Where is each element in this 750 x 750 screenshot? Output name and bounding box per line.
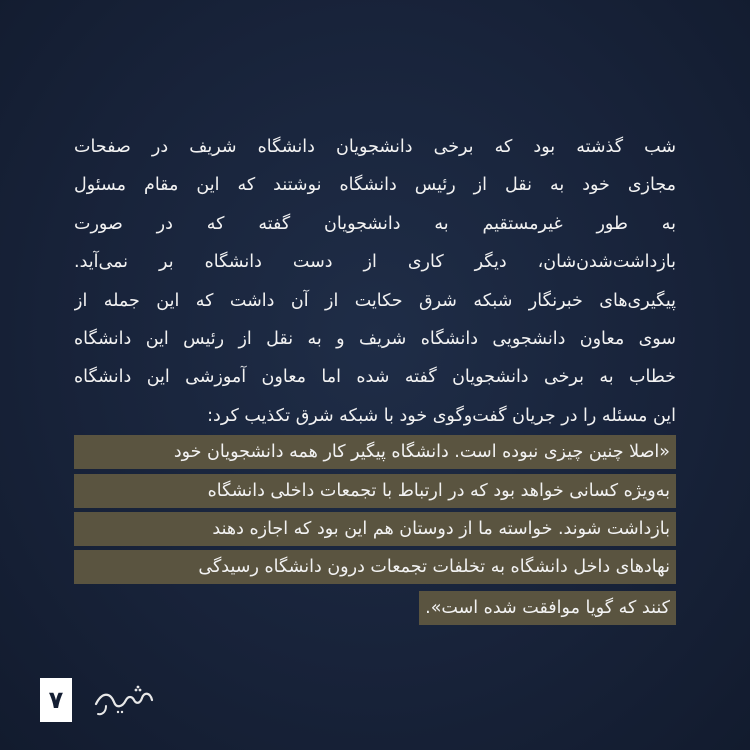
quote-line: [74, 435, 676, 473]
quote-line-text: به‌ویژه کسانی خواهد بود که در ارتباط با تجمعات داخلی دانشگاه: [74, 474, 676, 508]
highlighted-quote: [74, 435, 676, 627]
quote-line: [74, 550, 676, 588]
quote-line: [74, 474, 676, 512]
paragraph-line: شب گذشته بود که برخی دانشجویان دانشگاه شریف در صفحات: [74, 137, 676, 157]
shargh-logo: [92, 682, 156, 718]
paragraph-line: بازداشت‌شدن‌شان، دیگر کاری از دست دانشگاه بر نمی‌آید.: [74, 252, 676, 273]
quote-line: [74, 512, 676, 550]
paragraph-line: به طور غیرمستقیم به دانشجویان گفته که در صورت: [74, 213, 676, 234]
quote-line-text: کنند که گویا موافقت شده است».: [419, 591, 676, 625]
quote-line-text: نهادهای داخل دانشگاه به تخلفات تجمعات درون دانشگاه رسیدگی: [74, 550, 676, 584]
paragraph-line: سوی معاون دانشجویی دانشگاه شریف و به نقل از رئیس این دانشگاه: [74, 328, 676, 349]
quote-line: [74, 589, 676, 627]
quote-line-text: بازداشت شوند. خواسته ما از دوستان هم این بود که اجازه دهند: [74, 512, 676, 546]
paragraph-line: این مسئله را در جریان گفت‌وگوی خود با شبکه شرق تکذیب کرد:: [207, 405, 676, 426]
paragraph-line: مجازی خود به نقل از رئیس دانشگاه نوشتند که این مقام مسئول: [74, 175, 676, 196]
footer: [40, 678, 160, 722]
article-paragraph: [74, 128, 676, 435]
article-body: [74, 128, 676, 627]
page-number: ۷: [40, 678, 72, 722]
shargh-logo-icon: [92, 682, 156, 718]
quote-line-text: «اصلا چنین چیزی نبوده است. دانشگاه پیگیر کار همه دانشجویان خود: [74, 435, 676, 469]
paragraph-line: پیگیری‌های خبرنگار شبکه شرق حکایت از آن داشت که این جمله از: [74, 290, 676, 311]
paragraph-line: خطاب به برخی دانشجویان گفته شده اما معاون آموزشی این دانشگاه: [74, 367, 676, 388]
